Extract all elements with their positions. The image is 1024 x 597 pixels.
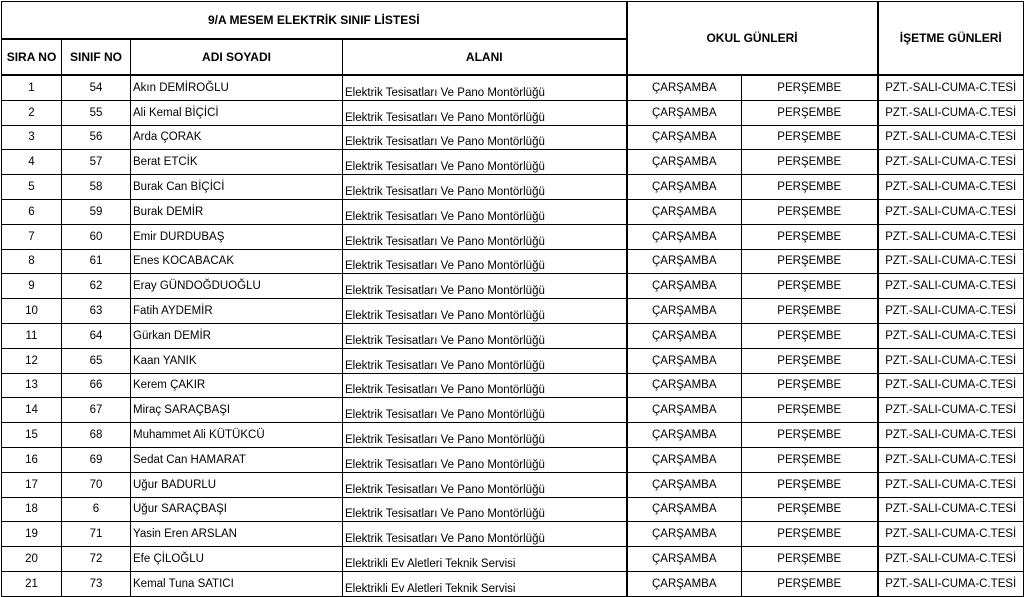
row-isletme-gunleri: PZT.-SALI-CUMA-C.TESİ: [878, 75, 1024, 100]
row-okul-gunu-2: PERŞEMBE: [742, 447, 878, 472]
row-sinif-no: 68: [62, 423, 131, 448]
row-adi-soyadi: Emir DURDUBAŞ: [131, 224, 343, 249]
row-okul-gunu-1: ÇARŞAMBA: [627, 175, 742, 200]
table-row: [2, 125, 1024, 150]
row-alani: Elektrik Tesisatları Ve Pano Montörlüğü: [343, 299, 627, 324]
table-row: [2, 423, 1024, 448]
row-alani: Elektrik Tesisatları Ve Pano Montörlüğü: [343, 150, 627, 175]
table-row: [2, 150, 1024, 175]
row-isletme-gunleri: PZT.-SALI-CUMA-C.TESİ: [878, 100, 1024, 125]
row-sinif-no: 60: [62, 224, 131, 249]
row-sira-no: 20: [2, 547, 62, 572]
row-okul-gunu-1: ÇARŞAMBA: [627, 199, 742, 224]
row-adi-soyadi: Yasin Eren ARSLAN: [131, 522, 343, 547]
row-adi-soyadi: Kemal Tuna SATICI: [131, 571, 343, 596]
row-sira-no: 13: [2, 373, 62, 398]
row-okul-gunu-2: PERŞEMBE: [742, 472, 878, 497]
row-okul-gunu-2: PERŞEMBE: [742, 497, 878, 522]
row-okul-gunu-2: PERŞEMBE: [742, 323, 878, 348]
row-sira-no: 11: [2, 323, 62, 348]
row-okul-gunu-1: ÇARŞAMBA: [627, 323, 742, 348]
row-okul-gunu-1: ÇARŞAMBA: [627, 547, 742, 572]
row-adi-soyadi: Fatih AYDEMİR: [131, 299, 343, 324]
row-isletme-gunleri: PZT.-SALI-CUMA-C.TESİ: [878, 224, 1024, 249]
table-row: [2, 249, 1024, 274]
row-isletme-gunleri: PZT.-SALI-CUMA-C.TESİ: [878, 199, 1024, 224]
row-sira-no: 17: [2, 472, 62, 497]
row-sira-no: 2: [2, 100, 62, 125]
row-sira-no: 6: [2, 199, 62, 224]
row-alani: Elektrik Tesisatları Ve Pano Montörlüğü: [343, 447, 627, 472]
table-row: [2, 299, 1024, 324]
row-isletme-gunleri: PZT.-SALI-CUMA-C.TESİ: [878, 571, 1024, 596]
row-adi-soyadi: Muhammet Ali KÜTÜKCÜ: [131, 423, 343, 448]
row-isletme-gunleri: PZT.-SALI-CUMA-C.TESİ: [878, 249, 1024, 274]
row-sira-no: 8: [2, 249, 62, 274]
row-alani: Elektrik Tesisatları Ve Pano Montörlüğü: [343, 199, 627, 224]
row-sinif-no: 70: [62, 472, 131, 497]
row-okul-gunu-1: ÇARŞAMBA: [627, 100, 742, 125]
header-okul-gunleri: OKUL GÜNLERİ: [627, 2, 878, 76]
row-okul-gunu-2: PERŞEMBE: [742, 199, 878, 224]
row-alani: Elektrik Tesisatları Ve Pano Montörlüğü: [343, 224, 627, 249]
row-okul-gunu-1: ÇARŞAMBA: [627, 348, 742, 373]
table-body: [2, 75, 1024, 596]
row-adi-soyadi: Eray GÜNDOĞDUOĞLU: [131, 274, 343, 299]
row-alani: Elektrikli Ev Aletleri Teknik Servisi: [343, 547, 627, 572]
row-isletme-gunleri: PZT.-SALI-CUMA-C.TESİ: [878, 472, 1024, 497]
row-isletme-gunleri: PZT.-SALI-CUMA-C.TESİ: [878, 274, 1024, 299]
row-isletme-gunleri: PZT.-SALI-CUMA-C.TESİ: [878, 299, 1024, 324]
row-sira-no: 10: [2, 299, 62, 324]
row-sira-no: 5: [2, 175, 62, 200]
table-row: [2, 199, 1024, 224]
table-row: [2, 547, 1024, 572]
table-row: [2, 373, 1024, 398]
row-isletme-gunleri: PZT.-SALI-CUMA-C.TESİ: [878, 373, 1024, 398]
row-sinif-no: 72: [62, 547, 131, 572]
row-sinif-no: 73: [62, 571, 131, 596]
row-adi-soyadi: Gürkan DEMİR: [131, 323, 343, 348]
row-okul-gunu-2: PERŞEMBE: [742, 224, 878, 249]
table-row: [2, 571, 1024, 596]
row-alani: Elektrik Tesisatları Ve Pano Montörlüğü: [343, 398, 627, 423]
table-row: [2, 398, 1024, 423]
row-okul-gunu-2: PERŞEMBE: [742, 348, 878, 373]
table-row: [2, 323, 1024, 348]
row-okul-gunu-1: ÇARŞAMBA: [627, 150, 742, 175]
table-row: [2, 447, 1024, 472]
row-alani: Elektrik Tesisatları Ve Pano Montörlüğü: [343, 423, 627, 448]
row-adi-soyadi: Kerem ÇAKIR: [131, 373, 343, 398]
row-sinif-no: 61: [62, 249, 131, 274]
row-isletme-gunleri: PZT.-SALI-CUMA-C.TESİ: [878, 423, 1024, 448]
row-alani: Elektrik Tesisatları Ve Pano Montörlüğü: [343, 472, 627, 497]
row-sinif-no: 66: [62, 373, 131, 398]
row-sinif-no: 59: [62, 199, 131, 224]
header-adi-soyadi: ADI SOYADI: [131, 39, 343, 75]
row-okul-gunu-2: PERŞEMBE: [742, 423, 878, 448]
row-adi-soyadi: Burak DEMİR: [131, 199, 343, 224]
row-okul-gunu-1: ÇARŞAMBA: [627, 447, 742, 472]
header-isletme-gunleri: İŞETME GÜNLERİ: [878, 2, 1024, 76]
row-alani: Elektrik Tesisatları Ve Pano Montörlüğü: [343, 249, 627, 274]
row-okul-gunu-1: ÇARŞAMBA: [627, 125, 742, 150]
row-sinif-no: 64: [62, 323, 131, 348]
row-okul-gunu-1: ÇARŞAMBA: [627, 472, 742, 497]
table-row: [2, 522, 1024, 547]
row-okul-gunu-1: ÇARŞAMBA: [627, 571, 742, 596]
row-isletme-gunleri: PZT.-SALI-CUMA-C.TESİ: [878, 125, 1024, 150]
row-isletme-gunleri: PZT.-SALI-CUMA-C.TESİ: [878, 323, 1024, 348]
row-sinif-no: 57: [62, 150, 131, 175]
row-okul-gunu-1: ÇARŞAMBA: [627, 274, 742, 299]
row-okul-gunu-1: ÇARŞAMBA: [627, 497, 742, 522]
row-alani: Elektrik Tesisatları Ve Pano Montörlüğü: [343, 323, 627, 348]
row-adi-soyadi: Uğur SARAÇBAŞI: [131, 497, 343, 522]
table-row: [2, 175, 1024, 200]
row-isletme-gunleri: PZT.-SALI-CUMA-C.TESİ: [878, 522, 1024, 547]
header-sinif-no: SINIF NO: [62, 39, 131, 75]
row-sinif-no: 54: [62, 75, 131, 100]
row-adi-soyadi: Berat ETCİK: [131, 150, 343, 175]
row-okul-gunu-2: PERŞEMBE: [742, 547, 878, 572]
row-adi-soyadi: Burak Can BİÇİCİ: [131, 175, 343, 200]
row-alani: Elektrik Tesisatları Ve Pano Montörlüğü: [343, 522, 627, 547]
row-sira-no: 3: [2, 125, 62, 150]
row-adi-soyadi: Sedat Can HAMARAT: [131, 447, 343, 472]
row-okul-gunu-2: PERŞEMBE: [742, 522, 878, 547]
row-sira-no: 14: [2, 398, 62, 423]
row-okul-gunu-1: ÇARŞAMBA: [627, 373, 742, 398]
row-sinif-no: 67: [62, 398, 131, 423]
row-okul-gunu-2: PERŞEMBE: [742, 150, 878, 175]
row-okul-gunu-1: ÇARŞAMBA: [627, 75, 742, 100]
row-adi-soyadi: Akın DEMİROĞLU: [131, 75, 343, 100]
row-sinif-no: 65: [62, 348, 131, 373]
row-isletme-gunleri: PZT.-SALI-CUMA-C.TESİ: [878, 348, 1024, 373]
row-okul-gunu-2: PERŞEMBE: [742, 398, 878, 423]
row-isletme-gunleri: PZT.-SALI-CUMA-C.TESİ: [878, 175, 1024, 200]
row-sira-no: 19: [2, 522, 62, 547]
row-alani: Elektrik Tesisatları Ve Pano Montörlüğü: [343, 75, 627, 100]
row-adi-soyadi: Miraç SARAÇBAŞI: [131, 398, 343, 423]
row-okul-gunu-2: PERŞEMBE: [742, 125, 878, 150]
row-alani: Elektrik Tesisatları Ve Pano Montörlüğü: [343, 175, 627, 200]
row-okul-gunu-1: ÇARŞAMBA: [627, 249, 742, 274]
row-okul-gunu-2: PERŞEMBE: [742, 249, 878, 274]
row-okul-gunu-2: PERŞEMBE: [742, 75, 878, 100]
row-sira-no: 21: [2, 571, 62, 596]
row-okul-gunu-2: PERŞEMBE: [742, 299, 878, 324]
row-sira-no: 1: [2, 75, 62, 100]
row-okul-gunu-2: PERŞEMBE: [742, 274, 878, 299]
row-isletme-gunleri: PZT.-SALI-CUMA-C.TESİ: [878, 398, 1024, 423]
row-okul-gunu-2: PERŞEMBE: [742, 571, 878, 596]
row-sira-no: 18: [2, 497, 62, 522]
row-sira-no: 12: [2, 348, 62, 373]
row-sinif-no: 6: [62, 497, 131, 522]
row-alani: Elektrik Tesisatları Ve Pano Montörlüğü: [343, 125, 627, 150]
row-adi-soyadi: Arda ÇORAK: [131, 125, 343, 150]
header-alani: ALANI: [343, 39, 627, 75]
header-sira-no: SIRA NO: [2, 39, 62, 75]
row-sira-no: 9: [2, 274, 62, 299]
row-sinif-no: 55: [62, 100, 131, 125]
row-alani: Elektrik Tesisatları Ve Pano Montörlüğü: [343, 373, 627, 398]
row-sira-no: 16: [2, 447, 62, 472]
row-sira-no: 7: [2, 224, 62, 249]
row-adi-soyadi: Efe ÇİLOĞLU: [131, 547, 343, 572]
row-sinif-no: 69: [62, 447, 131, 472]
row-sira-no: 4: [2, 150, 62, 175]
row-sinif-no: 56: [62, 125, 131, 150]
row-alani: Elektrik Tesisatları Ve Pano Montörlüğü: [343, 348, 627, 373]
row-alani: Elektrik Tesisatları Ve Pano Montörlüğü: [343, 100, 627, 125]
row-okul-gunu-2: PERŞEMBE: [742, 175, 878, 200]
row-isletme-gunleri: PZT.-SALI-CUMA-C.TESİ: [878, 547, 1024, 572]
row-okul-gunu-2: PERŞEMBE: [742, 373, 878, 398]
table-title: 9/A MESEM ELEKTRİK SINIF LİSTESİ: [2, 2, 627, 40]
table-row: [2, 100, 1024, 125]
row-adi-soyadi: Enes KOCABACAK: [131, 249, 343, 274]
row-isletme-gunleri: PZT.-SALI-CUMA-C.TESİ: [878, 447, 1024, 472]
row-sira-no: 15: [2, 423, 62, 448]
row-okul-gunu-1: ÇARŞAMBA: [627, 398, 742, 423]
row-okul-gunu-1: ÇARŞAMBA: [627, 299, 742, 324]
row-adi-soyadi: Kaan YANIK: [131, 348, 343, 373]
table-row: [2, 497, 1024, 522]
table-row: [2, 472, 1024, 497]
row-sinif-no: 62: [62, 274, 131, 299]
row-alani: Elektrik Tesisatları Ve Pano Montörlüğü: [343, 497, 627, 522]
row-sinif-no: 63: [62, 299, 131, 324]
class-list-table: [1, 1, 1024, 597]
row-alani: Elektrikli Ev Aletleri Teknik Servisi: [343, 571, 627, 596]
row-adi-soyadi: Uğur BADURLU: [131, 472, 343, 497]
table-row: [2, 274, 1024, 299]
row-isletme-gunleri: PZT.-SALI-CUMA-C.TESİ: [878, 497, 1024, 522]
row-alani: Elektrik Tesisatları Ve Pano Montörlüğü: [343, 274, 627, 299]
table-row: [2, 348, 1024, 373]
row-sinif-no: 58: [62, 175, 131, 200]
table-row: [2, 224, 1024, 249]
row-okul-gunu-1: ÇARŞAMBA: [627, 522, 742, 547]
row-adi-soyadi: Ali Kemal BİÇİCİ: [131, 100, 343, 125]
table-row: [2, 75, 1024, 100]
row-sinif-no: 71: [62, 522, 131, 547]
row-isletme-gunleri: PZT.-SALI-CUMA-C.TESİ: [878, 150, 1024, 175]
row-okul-gunu-1: ÇARŞAMBA: [627, 224, 742, 249]
row-okul-gunu-1: ÇARŞAMBA: [627, 423, 742, 448]
row-okul-gunu-2: PERŞEMBE: [742, 100, 878, 125]
